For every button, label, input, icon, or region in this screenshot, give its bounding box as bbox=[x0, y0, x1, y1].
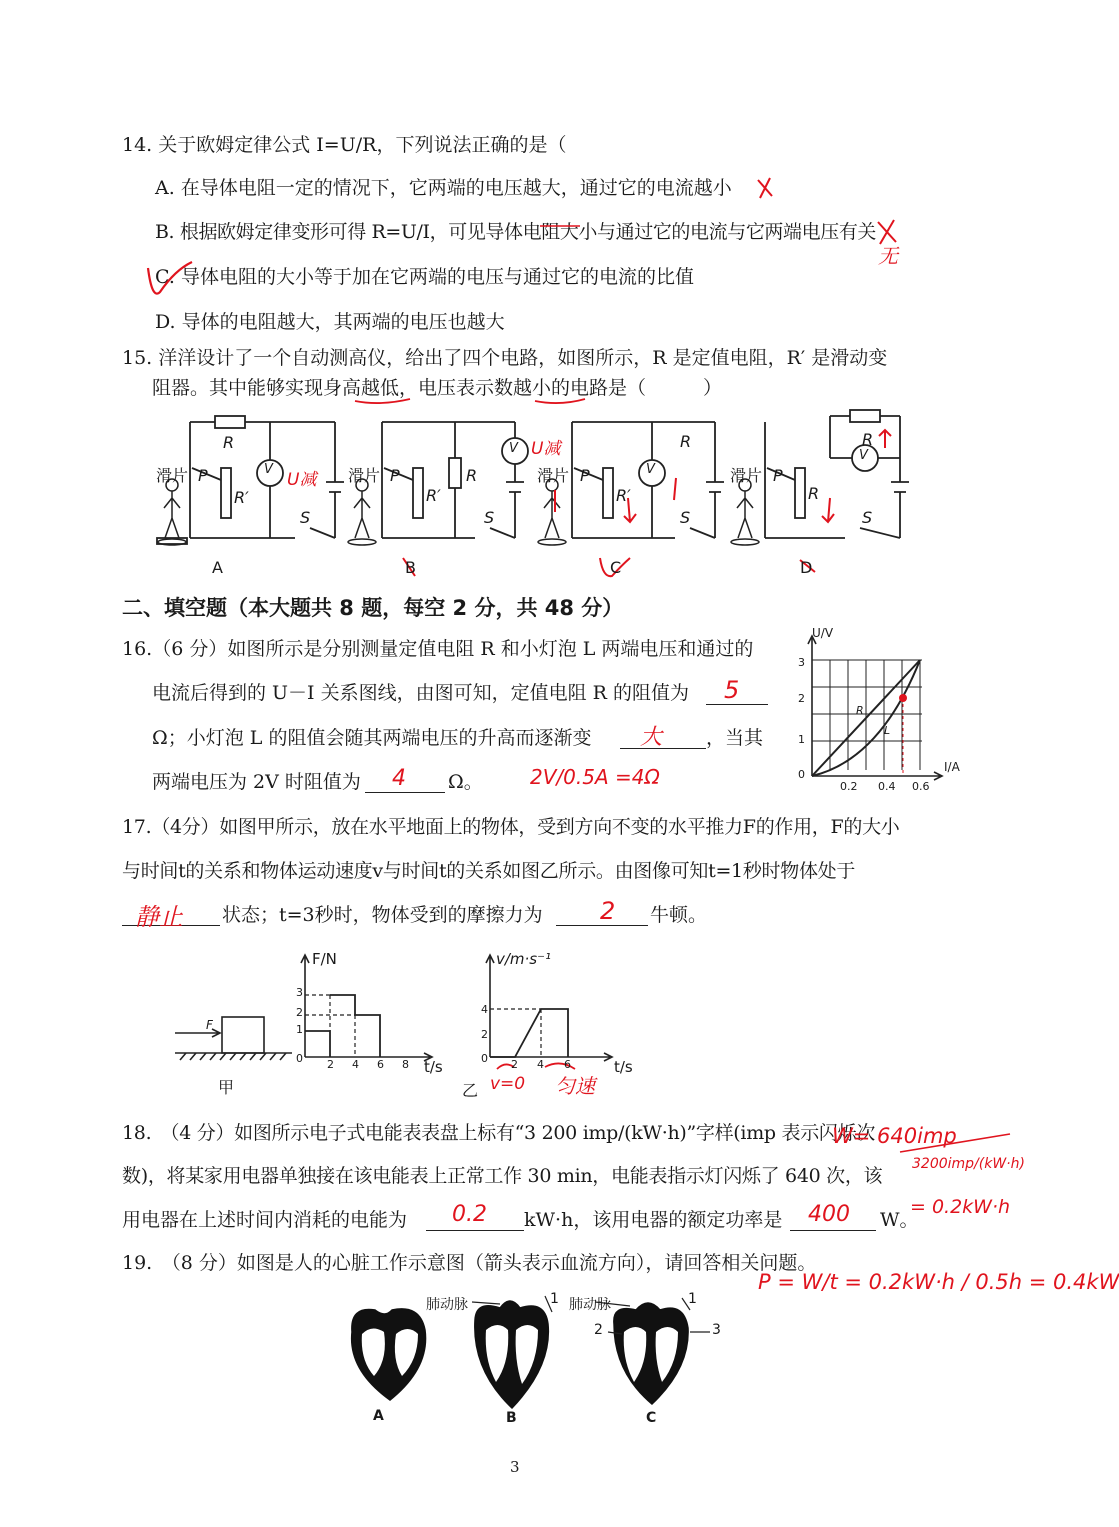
q17-blank2 bbox=[556, 925, 648, 926]
q18-work-lines bbox=[880, 1112, 1080, 1172]
q14-option-d: D. 导体的电阻越大，其两端的电压也越大 bbox=[155, 311, 505, 333]
q18-work-3: = 0.2kW·h bbox=[910, 1196, 1011, 1218]
circuit-c-r: R bbox=[680, 432, 692, 451]
q17-v-ytick-4: 4 bbox=[481, 1003, 488, 1016]
q16-line4a: 两端电压为 2V 时阻值为 bbox=[152, 771, 361, 793]
q19-fig-c: C bbox=[646, 1410, 657, 1426]
q19-fig-c-n3: 3 bbox=[712, 1322, 721, 1338]
q19-fig-c-n1: 1 bbox=[688, 1291, 697, 1307]
circuit-c-slider: 滑片 bbox=[537, 466, 570, 485]
q16-xlabel: I/A bbox=[944, 760, 960, 774]
q14-option-c: C. 导体电阻的大小等于加在它两端的电压与通过它的电流的比值 bbox=[155, 266, 694, 288]
circuit-d-p: P bbox=[773, 466, 783, 485]
circuit-d-label: D bbox=[800, 558, 813, 577]
circuit-d-s: S bbox=[862, 508, 873, 527]
q19-heart-figures bbox=[0, 1290, 1080, 1430]
q18-blank2 bbox=[790, 1230, 876, 1231]
q19-fig-c-n2: 2 bbox=[594, 1322, 603, 1338]
q16-blank2 bbox=[620, 748, 706, 749]
q18-line3b: kW·h，该用电器的额定功率是 bbox=[524, 1209, 783, 1231]
q16-xtick-1: 0.2 bbox=[840, 780, 858, 793]
q17-force-label: F bbox=[206, 1018, 213, 1032]
q17-line1: 17.（4分）如图甲所示，放在水平地面上的物体，受到方向不变的水平推力F的作用，F的大小 bbox=[122, 816, 900, 838]
circuit-b-v: V bbox=[509, 441, 518, 456]
q14-option-a: A. 在导体电阻一定的情况下，它两端的电压越大，通过它的电流越小 bbox=[155, 177, 732, 199]
q15-line1: 15. 洋洋设计了一个自动测高仪，给出了四个电路，如图所示，R 是定值电阻，R′ 是滑动变 bbox=[122, 347, 888, 369]
circuit-c-s: S bbox=[680, 508, 691, 527]
circuit-a-label: A bbox=[212, 558, 223, 577]
q16-curve-l: L bbox=[884, 724, 891, 737]
circuit-b-rp: R′ bbox=[426, 486, 441, 505]
q17-f-xtick-4: 4 bbox=[352, 1058, 359, 1071]
circuit-d-slider: 滑片 bbox=[730, 466, 763, 485]
q16-answer2: 大 bbox=[640, 725, 663, 750]
circuit-c-p: P bbox=[580, 466, 590, 485]
circuit-a-slider: 滑片 bbox=[156, 466, 189, 485]
q18-line2: 数)，将某家用电器单独接在该电能表上正常工作 30 min，电能表指示灯闪烁了 640 次，该 bbox=[122, 1165, 883, 1187]
circuit-b-s: S bbox=[484, 508, 495, 527]
q14-b-correction: 无 bbox=[878, 244, 898, 268]
circuit-d-r: R bbox=[808, 484, 820, 503]
q17-line2: 与时间t的关系和物体运动速度v与时间t的关系如图乙所示。由图像可知t=1秒时物体处于 bbox=[122, 860, 856, 882]
circuit-c-rp: R′ bbox=[616, 486, 631, 505]
q17-v-ytick-2: 2 bbox=[481, 1028, 488, 1041]
q16-line1: 16.（6 分）如图所示是分别测量定值电阻 R 和小灯泡 L 两端电压和通过的 bbox=[122, 638, 754, 660]
q17-answer1: 静止 bbox=[135, 903, 183, 931]
q19-line1: 19. （8 分）如图是人的心脏工作示意图（箭头表示血流方向），请回答相关问题。 bbox=[122, 1252, 817, 1274]
q17-v-xtick-4: 4 bbox=[537, 1058, 544, 1071]
q18-line1: 18. （4 分）如图所示电子式电能表表盘上标有“3 200 imp/(kW·h)”字样(imp 表示闪烁次 bbox=[122, 1122, 876, 1144]
q19-fig-c-artery: 肺动脉 bbox=[569, 1297, 611, 1313]
q17-f-xtick-6: 6 bbox=[377, 1058, 384, 1071]
q17-fig-jia: 甲 bbox=[218, 1078, 235, 1097]
q16-line2: 电流后得到的 U－I 关系图线，由图可知，定值电阻 R 的阻值为 bbox=[152, 682, 689, 704]
q19-fig-b-n1: 1 bbox=[550, 1291, 559, 1307]
page-number: 3 bbox=[510, 1458, 520, 1476]
q17-f-xtick-2: 2 bbox=[327, 1058, 334, 1071]
q17-line3a: 状态；t=3秒时，物体受到的摩擦力为 bbox=[222, 904, 543, 926]
q17-v-xlabel: t/s bbox=[614, 1058, 633, 1076]
q17-fig-yi: 乙 bbox=[462, 1081, 479, 1100]
q18-work-2: 3200imp/(kW·h) bbox=[912, 1156, 1025, 1172]
q17-v-xtick-2: 2 bbox=[511, 1058, 518, 1071]
circuit-a-v: V bbox=[264, 462, 273, 477]
q18-answer1: 0.2 bbox=[452, 1202, 487, 1227]
circuit-b-slider: 滑片 bbox=[348, 466, 381, 485]
q15-line2: 阻器。其中能够实现身高越低，电压表示数越小的电路是（ ） bbox=[152, 377, 723, 399]
q14-stem: 14. 关于欧姆定律公式 I=U/R，下列说法正确的是（ bbox=[122, 134, 567, 156]
q16-origin: 0 bbox=[798, 768, 805, 781]
q16-answer3: 4 bbox=[392, 766, 406, 791]
q16-xtick-3: 0.6 bbox=[912, 780, 930, 793]
q17-note-uniform: 匀速 bbox=[555, 1074, 595, 1098]
circuit-b-label: B bbox=[405, 558, 416, 577]
q14-marks bbox=[0, 0, 1080, 300]
q18-line3c: W。 bbox=[880, 1209, 919, 1231]
q16-ylabel: U/V bbox=[812, 626, 834, 640]
q15-circuits bbox=[0, 400, 1080, 590]
q16-ui-graph bbox=[790, 630, 970, 800]
q18-blank1 bbox=[426, 1230, 524, 1231]
q18-line3a: 用电器在上述时间内消耗的电能为 bbox=[122, 1209, 408, 1231]
q17-f-ytick-2: 2 bbox=[296, 1006, 303, 1019]
q16-line3b: ，当其 bbox=[706, 727, 764, 749]
q17-v-origin: 0 bbox=[481, 1052, 488, 1065]
q19-fig-b: B bbox=[506, 1410, 517, 1426]
section2-title: 二、填空题（本大题共 8 题，每空 2 分，共 48 分） bbox=[122, 596, 624, 620]
q16-blank3 bbox=[365, 792, 445, 793]
q19-fig-a: A bbox=[373, 1408, 384, 1424]
q16-curve-r: R bbox=[856, 704, 864, 717]
q17-f-ylabel: F/N bbox=[312, 950, 337, 968]
q17-f-origin: 0 bbox=[296, 1052, 303, 1065]
q17-note-v0: v=0 bbox=[490, 1074, 526, 1094]
q17-v-xtick-6: 6 bbox=[564, 1058, 571, 1071]
circuit-a-r: R bbox=[223, 433, 235, 452]
circuit-b-p: P bbox=[390, 466, 400, 485]
q16-line3a: Ω；小灯泡 L 的阻值会随其两端电压的升高而逐渐变 bbox=[152, 727, 592, 749]
circuit-a-rp: R′ bbox=[234, 488, 249, 507]
circuit-b-r: R bbox=[466, 466, 478, 485]
q17-answer2: 2 bbox=[600, 897, 616, 925]
q17-f-ytick-3: 3 bbox=[296, 986, 303, 999]
q18-work-1: W= 640imp bbox=[832, 1124, 957, 1148]
q17-line3b: 牛顿。 bbox=[650, 904, 708, 926]
circuit-a-p: P bbox=[198, 466, 208, 485]
q18-power-calc: P = W/t = 0.2kW·h / 0.5h = 0.4kW bbox=[758, 1270, 1119, 1294]
q16-ytick-1: 1 bbox=[798, 733, 805, 746]
circuit-c-label: C bbox=[610, 558, 622, 577]
q18-answer2: 400 bbox=[808, 1202, 850, 1227]
q19-fig-b-artery: 肺动脉 bbox=[426, 1297, 468, 1313]
q16-line4b: Ω。 bbox=[448, 771, 483, 793]
q16-answer1: 5 bbox=[724, 676, 740, 704]
circuit-a-s: S bbox=[300, 508, 311, 527]
q17-v-ylabel: v/m·s⁻¹ bbox=[496, 950, 552, 968]
circuit-c-v: V bbox=[646, 462, 655, 477]
q16-xtick-2: 0.4 bbox=[878, 780, 896, 793]
q14-option-b: B. 根据欧姆定律变形可得 R=U/I，可见导体电阻大小与通过它的电流与它两端电压有关 bbox=[155, 221, 877, 243]
q17-f-xtick-8: 8 bbox=[402, 1058, 409, 1071]
q17-f-xlabel: t/s bbox=[424, 1058, 443, 1076]
circuit-d-v: V bbox=[859, 448, 868, 463]
q16-calc: 2V/0.5A =4Ω bbox=[530, 765, 660, 789]
q16-ytick-2: 2 bbox=[798, 692, 805, 705]
circuit-a-note: U减 bbox=[287, 470, 317, 490]
q16-ytick-3: 3 bbox=[798, 656, 805, 669]
q17-f-ytick-1: 1 bbox=[296, 1023, 303, 1036]
q16-blank1 bbox=[706, 704, 768, 705]
circuit-b-note: U减 bbox=[531, 439, 561, 459]
circuit-d-r2: R bbox=[862, 430, 874, 449]
